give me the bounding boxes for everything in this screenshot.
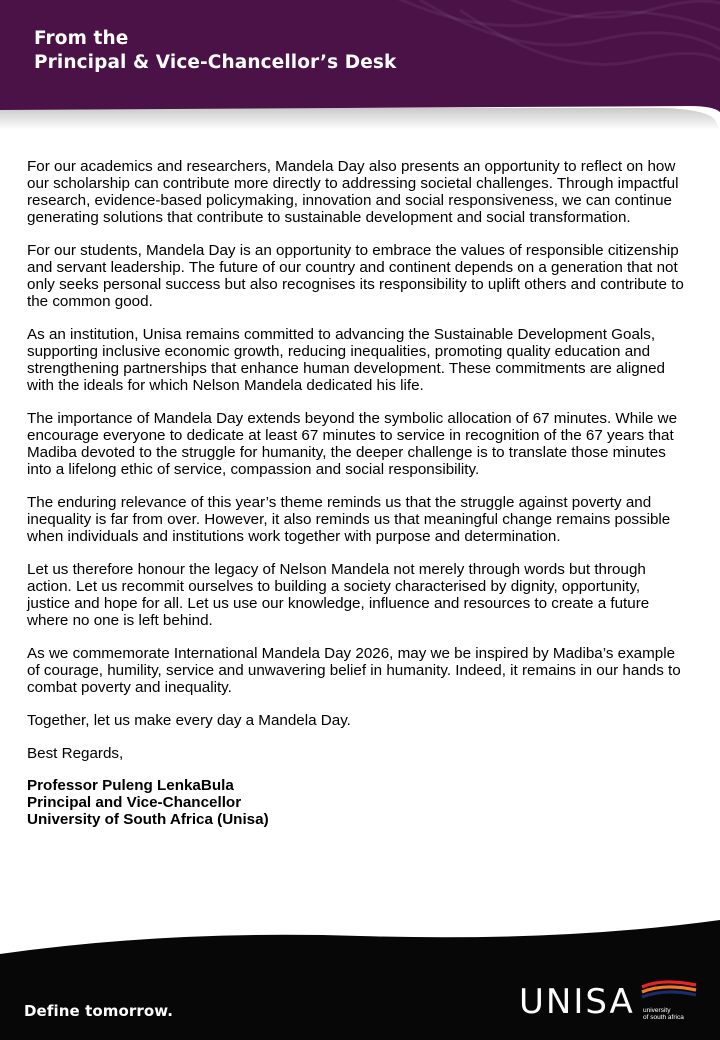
footer-banner	[0, 920, 720, 1040]
paragraph: Best Regards,	[27, 745, 124, 762]
logo-sub-line1: university	[643, 1007, 671, 1014]
header-title-line1: From the	[34, 28, 129, 49]
paragraph: For our academics and researchers, Mandela Day also presents an opportunity to reflect on how our scholarship can contribute more directly to addressing societal challenges. Through impactful research, evidence-based policymaking, innovation and social responsiveness, we can continue generating solutions that contribute to sustainable development and social transformation.	[27, 158, 679, 226]
footer-background	[0, 920, 720, 1040]
header-banner	[0, 0, 720, 130]
signatory-name: Professor Puleng LenkaBula	[27, 777, 234, 794]
signature-block	[27, 777, 687, 828]
unisa-logo-icon	[640, 979, 698, 1007]
letter-body	[27, 158, 687, 828]
logo-sub-line2: of south africa	[643, 1014, 684, 1021]
unisa-logo-text: UNISA	[519, 982, 635, 1022]
paragraph: The enduring relevance of this year’s theme reminds us that the struggle against poverty and inequality is far from over. However, it also reminds us that meaningful change remains possible when individuals and institutions work together with purpose and determination.	[27, 494, 671, 545]
header-title	[34, 27, 396, 75]
paragraph: Let us therefore honour the legacy of Nelson Mandela not merely through words but through action. Let us recommit ourselves to building a society characterised by dignity, opportunity, justice and hope for all. Let us use our knowledge, influence and resources to create a future where no one is left behind.	[27, 561, 650, 629]
footer-tagline: Define tomorrow.	[24, 1002, 174, 1020]
unisa-logo-subtitle	[643, 1007, 684, 1021]
paragraph: For our students, Mandela Day is an opportunity to embrace the values of responsible citizenship and servant leadership. The future of our country and continent depends on a generation that not only seeks personal success but also recognises its responsibility to uplift others and contribute to the common good.	[27, 242, 684, 310]
signatory-title: Principal and Vice-Chancellor	[27, 794, 242, 811]
header-title-line2: Principal & Vice-Chancellor’s Desk	[34, 52, 397, 73]
paragraph: The importance of Mandela Day extends beyond the symbolic allocation of 67 minutes. While we encourage everyone to dedicate at least 67 minutes to service in recognition of the 67 years that Madiba devoted to the struggle for humanity, the deeper challenge is to translate those minutes into a lifelong ethic of service, compassion and social responsibility.	[27, 410, 678, 478]
paragraph: As an institution, Unisa remains committed to advancing the Sustainable Development Goals, supporting inclusive economic growth, reducing inequalities, promoting quality education and strengthening partnerships that enhance human development. These commitments are aligned with the ideals for which Nelson Mandela dedicated his life.	[27, 326, 665, 394]
paragraph: As we commemorate International Mandela Day 2026, may we be inspired by Madiba’s example of courage, humility, service and unwavering belief in humanity. Indeed, it remains in our hands to combat poverty and inequality.	[27, 645, 681, 696]
signatory-institution: University of South Africa (Unisa)	[27, 811, 269, 828]
paragraph: Together, let us make every day a Mandela Day.	[27, 712, 351, 729]
